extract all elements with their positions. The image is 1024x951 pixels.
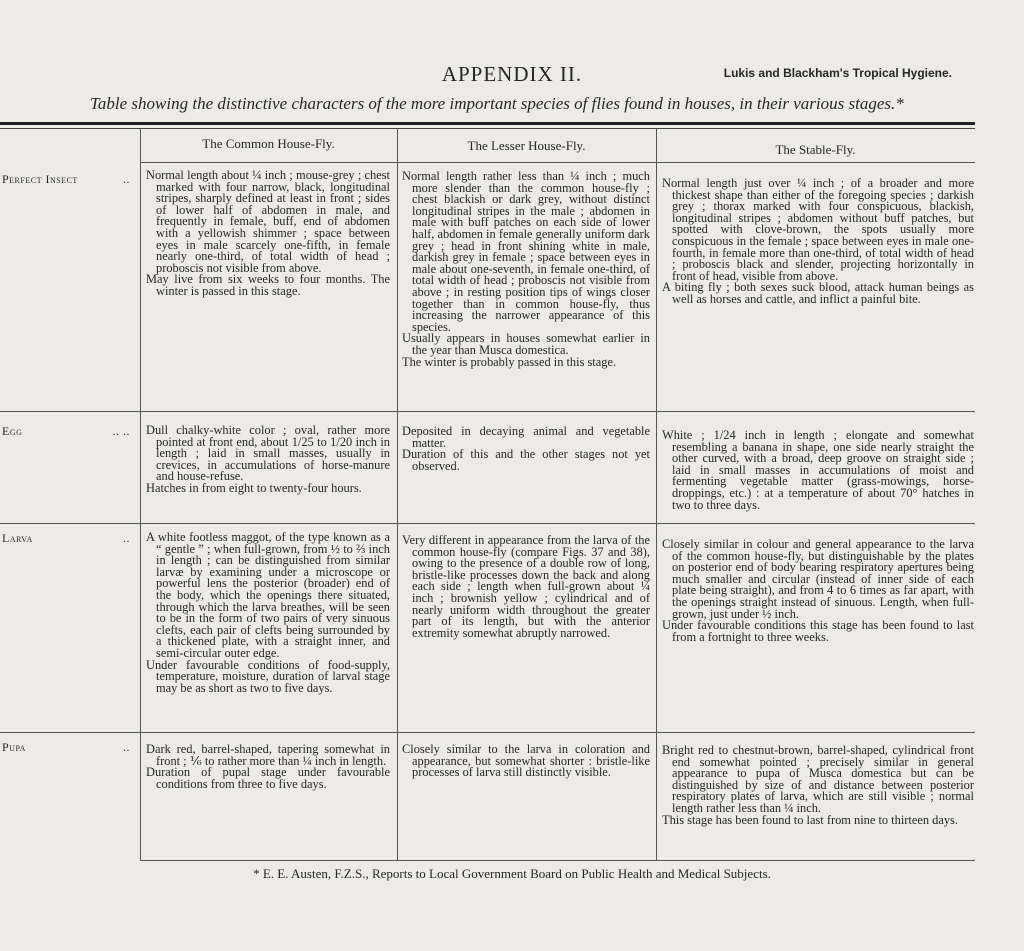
- cell-paragraph: Dull chalky-white color ; oval, rather more pointed at front end, about 1/25 to 1/20 inch in length ; laid in small masses, usually in crevices, in accumulations of horse-manure and house-refuse.: [146, 423, 390, 484]
- column-header-stable-fly: The Stable-Fly.: [775, 142, 856, 157]
- cell-lesser-pupa: [402, 744, 650, 779]
- row-label-dots: ..: [123, 740, 130, 754]
- cell-paragraph: White ; 1/24 inch in length ; elongate and somewhat resembling a banana in shape, one side nearly straight the other curved, with a broad, deep groove on straight side ; laid in small masses in accumulations of moist and fermenting vegetable matter (grass-mowings, horse-droppings, etc.) : at a temperature of about 70° hatches in two to three days.: [662, 428, 974, 512]
- cell-common-pupa: [146, 744, 390, 790]
- row-label-dots: ..: [123, 531, 130, 545]
- cell-paragraph: Closely similar in colour and general appearance to the larva of the common house-fly, but distinguishable by the plates on posterior end of body bearing respiratory apertures being much smaller and circular (instead of inner side of each plate being straight), and from 4 to 6 times as far apart, with the openings straight instead of sinuous. Length, when full-grown, just under ½ inch.: [662, 537, 974, 621]
- column-divider: [140, 128, 141, 860]
- cell-paragraph: Normal length rather less than ¼ inch ; much more slender than the common house-fly ; chest blackish or dark grey, without distinct longitudinal stripes in the male ; abdomen in male with buff patches on each side of lower half, abdomen in female generally uniform dark grey ; head in front shining white in male, darkish grey in female ; space between eyes in male about one-seventh, in female one-third, of total width of head ; proboscis not visible from above ; in resting position tips of wings closer together than in common house-fly, thus increasing the narrower appearance of this species.: [402, 169, 650, 334]
- table-caption: Table showing the distinctive characters of the more important species of flies found in houses, in their various stages.*: [90, 94, 904, 113]
- row-divider: [0, 523, 975, 524]
- column-divider: [397, 128, 398, 860]
- cell-paragraph: Hatches in from eight to twenty-four hours.: [146, 480, 362, 495]
- footnote: * E. E. Austen, F.Z.S., Reports to Local Government Board on Public Health and Medical Subjects.: [253, 866, 771, 881]
- cell-common-egg: [146, 425, 390, 495]
- row-label-larva: [2, 531, 140, 546]
- cell-common-perfect-insect: [146, 170, 390, 298]
- cell-stable-pupa: [662, 745, 974, 826]
- row-label-text: Egg: [2, 424, 23, 438]
- cell-paragraph: Bright red to chestnut-brown, barrel-shaped, cylindrical front end somewhat pointed ; precisely similar in general appearance to pupa of Musca domestica but can be distinguished by size of and distance between posterior respiratory plates of larva, which are still visible ; normal length rather less than ¼ inch.: [662, 743, 974, 815]
- row-label-text: Pupa: [2, 740, 26, 754]
- header-underline: [140, 162, 975, 163]
- cell-paragraph: Very different in appearance from the larva of the common house-fly (compare Figs. 37 and 38), owing to the presence of a double row of long, bristle-like processes down the back and along each side ; length when full-grown about ¼ inch ; brownish yellow ; cylindrical and of nearly uniform width throughout the greater part of its length, but with the anterior extremity somewhat abruptly narrowed.: [402, 533, 650, 640]
- row-label-perfect-insect: [2, 172, 140, 187]
- row-divider: [0, 732, 975, 733]
- cell-paragraph: The winter is probably passed in this stage.: [402, 354, 617, 369]
- cell-paragraph: Usually appears in houses somewhat earlier in the year than Musca domestica.: [402, 331, 650, 357]
- cell-paragraph: Duration of pupal stage under favourable conditions from three to five days.: [146, 765, 390, 791]
- cell-stable-perfect-insect: [662, 178, 974, 306]
- row-label-dots: .. ..: [112, 424, 130, 438]
- cell-paragraph: Dark red, barrel-shaped, tapering somewhat in front ; ⅙ to rather more than ¼ inch in length.: [146, 742, 390, 768]
- column-header-lesser-house-fly: The Lesser House-Fly.: [467, 138, 586, 153]
- cell-lesser-larva: [402, 535, 650, 639]
- cell-paragraph: This stage has been found to last from nine to thirteen days.: [662, 812, 958, 827]
- table-top-rule: [0, 122, 975, 125]
- cell-paragraph: Normal length just over ¼ inch ; of a broader and more thickest shape than either of the foregoing species ; darkish grey ; thorax marked with four conspicuous, blackish, longitudinal stripes ; abdomen without buff patches, but spotted with clove-brown, the spots usually more conspicuous in the female ; space between eyes in male one-fourth, in female more than one-third, of total width of head ; proboscis black and slender, projecting horizontally in front of head, visible from above.: [662, 176, 974, 283]
- cell-paragraph: Normal length about ¼ inch ; mouse-grey ; chest marked with four narrow, black, longitudinal stripes, sharply defined at least in front ; sides of lower half of abdomen in male, and frequently in female, buff, end of abdomen with a yellowish shimmer ; space between eyes in male scarcely one-fifth, in female nearly one-third, of total width of head ; proboscis not visible from above.: [146, 168, 390, 275]
- table-top-rule-thin: [0, 128, 975, 129]
- cell-paragraph: Deposited in decaying animal and vegetable matter.: [402, 424, 650, 450]
- cell-paragraph: Duration of this and the other stages not yet observed.: [402, 447, 650, 473]
- row-label-text: Perfect Insect: [2, 172, 78, 186]
- cell-paragraph: A biting fly ; both sexes suck blood, attack human beings as well as horses and cattle, and inflict a painful bite.: [662, 280, 974, 306]
- cell-paragraph: Under favourable conditions of food-supply, temperature, moisture, duration of larval stage may be as short as two to five days.: [146, 657, 390, 695]
- cell-stable-larva: [662, 539, 974, 643]
- row-label-dots: ..: [123, 172, 130, 186]
- row-label-pupa: [2, 740, 140, 755]
- row-label-text: Larva: [2, 531, 33, 545]
- cell-common-larva: [146, 532, 390, 694]
- row-divider: [0, 411, 975, 412]
- cell-paragraph: Closely similar to the larva in coloration and appearance, but somewhat shorter : bristle-like processes of larva still distinctly visible.: [402, 742, 650, 780]
- footnote-rule: [140, 860, 975, 861]
- page-title: APPENDIX II.: [441, 62, 583, 86]
- cell-stable-egg: [662, 430, 974, 511]
- cell-paragraph: Under favourable conditions this stage has been found to last from a fortnight to three weeks.: [662, 618, 974, 644]
- cell-lesser-perfect-insect: [402, 171, 650, 368]
- cell-paragraph: May live from six weeks to four months. The winter is passed in this stage.: [146, 272, 390, 298]
- row-label-egg: [2, 424, 140, 439]
- column-divider: [656, 128, 657, 860]
- cell-paragraph: A white footless maggot, of the type known as a “ gentle ” ; when full-grown, from ½ to ⅔ inch in length ; can be distinguished from similar larvæ by examining under a microscope or powerful lens the posterior (broader) end of the body, which the openings there situated, through which the larva breathes, will be seen to be in the form of two pairs of very sinuous clefts, each pair of clefts being surrounded by a thickened plate, with a straight inner, and semi-circular outer edge.: [146, 530, 390, 660]
- column-header-common-house-fly: The Common House-Fly.: [202, 136, 335, 151]
- publisher-credit: Lukis and Blackham's Tropical Hygiene.: [723, 66, 952, 80]
- cell-lesser-egg: [402, 426, 650, 472]
